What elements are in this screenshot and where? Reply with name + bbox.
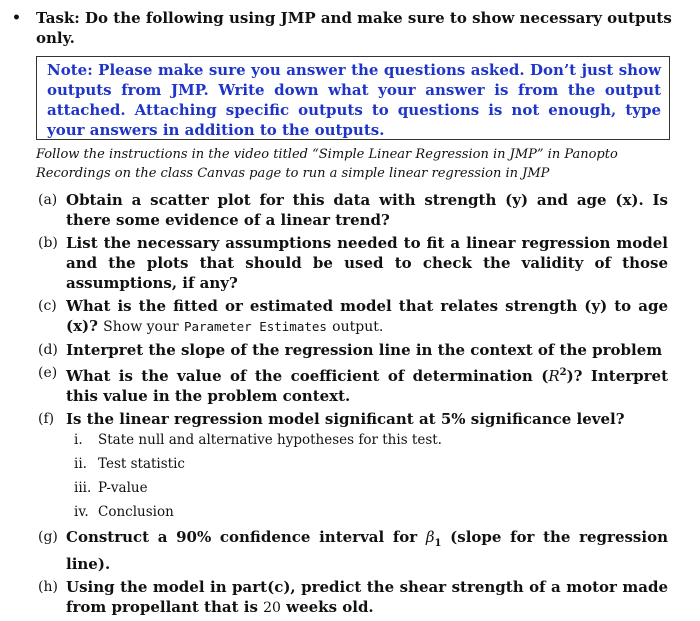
- question-text: Is the linear regression model significant at 5% significance level?: [66, 410, 625, 428]
- note-box: Note: Please make sure you answer the questions asked. Don’t just show outputs from JMP. Write down what your answer is from the output attached. Attaching specific outputs to questions is not enough, type your answers in addition to the outputs.: [36, 56, 670, 140]
- question-a: [38, 190, 668, 230]
- question-list: [38, 190, 668, 621]
- question-text-before: What is the value of the coefficient of determination (: [66, 367, 549, 385]
- question-f: [38, 409, 668, 522]
- math-symbol: β: [425, 528, 435, 546]
- question-text-after: weeks old.: [280, 598, 374, 616]
- task-text: Task: Do the following using JMP and make sure to show necessary outputs only.: [36, 9, 672, 47]
- question-label: (a): [38, 192, 58, 208]
- subquestion-i: [74, 431, 668, 450]
- question-text: Obtain a scatter plot for this data with strength (y) and age (x). Is there some evidence of a linear trend?: [66, 191, 668, 229]
- question-label: (f): [38, 411, 55, 427]
- instructions-text: Follow the instructions in the video titled “Simple Linear Regression in JMP” in Panopto Recordings on the class Canvas page to run a simple linear regression in JMP: [36, 147, 618, 181]
- task-line: [12, 8, 672, 48]
- question-text-after: (slope for the regression line).: [66, 528, 668, 573]
- subquestion-text: State null and alternative hypotheses for this test.: [98, 432, 442, 448]
- question-label: (h): [38, 579, 58, 595]
- question-e: [38, 363, 668, 406]
- subquestion-label: i.: [74, 432, 83, 448]
- subquestion-list: [66, 431, 668, 522]
- question-text-wrapper: [66, 527, 668, 574]
- math-subscript: 1: [434, 538, 442, 549]
- subquestion-iii: [74, 479, 668, 498]
- question-label: (b): [38, 235, 58, 251]
- question-text-wrapper: [66, 296, 668, 337]
- subquestion-iv: [74, 503, 668, 522]
- question-h: [38, 577, 668, 618]
- question-text-wrapper: [66, 577, 668, 618]
- question-label: (c): [38, 298, 57, 314]
- question-g: [38, 527, 668, 574]
- subquestion-text: Test statistic: [98, 456, 185, 472]
- question-label: (e): [38, 365, 58, 381]
- question-text: List the necessary assumptions needed to fit a linear regression model and the plots that should be used to check the validity of those assumptions, if any?: [66, 234, 668, 292]
- question-label: (d): [38, 342, 58, 358]
- subquestion-label: ii.: [74, 456, 87, 472]
- question-text: Interpret the slope of the regression line in the context of the problem: [66, 341, 663, 359]
- subquestion-text: Conclusion: [98, 504, 174, 520]
- subquestion-text: P-value: [98, 480, 148, 496]
- math-superscript: 2: [559, 367, 567, 378]
- bullet-icon: •: [12, 10, 21, 26]
- question-text-before: Using the model in part(c), predict the shear strength of a motor made from propellant that is: [66, 578, 668, 616]
- subquestion-label: iii.: [74, 480, 92, 496]
- subquestion-label: iv.: [74, 504, 89, 520]
- question-text-before: Construct a 90% confidence interval for: [66, 528, 426, 546]
- question-c: [38, 296, 668, 337]
- question-plain-prefix: Show your: [103, 319, 179, 335]
- question-plain-suffix: output.: [332, 319, 384, 335]
- question-label: (g): [38, 529, 58, 545]
- question-text-after: )? Interpret this value in the problem context.: [66, 367, 668, 405]
- question-text: What is the fitted or estimated model that relates strength (y) to age (x)?: [66, 297, 668, 335]
- question-text-wrapper: [66, 363, 668, 406]
- math-symbol: R: [548, 367, 560, 385]
- question-d: [38, 340, 668, 360]
- subquestion-ii: [74, 455, 668, 474]
- question-b: [38, 233, 668, 293]
- question-plain-value: 20: [263, 600, 281, 616]
- question-mono-text: Parameter Estimates: [183, 319, 327, 334]
